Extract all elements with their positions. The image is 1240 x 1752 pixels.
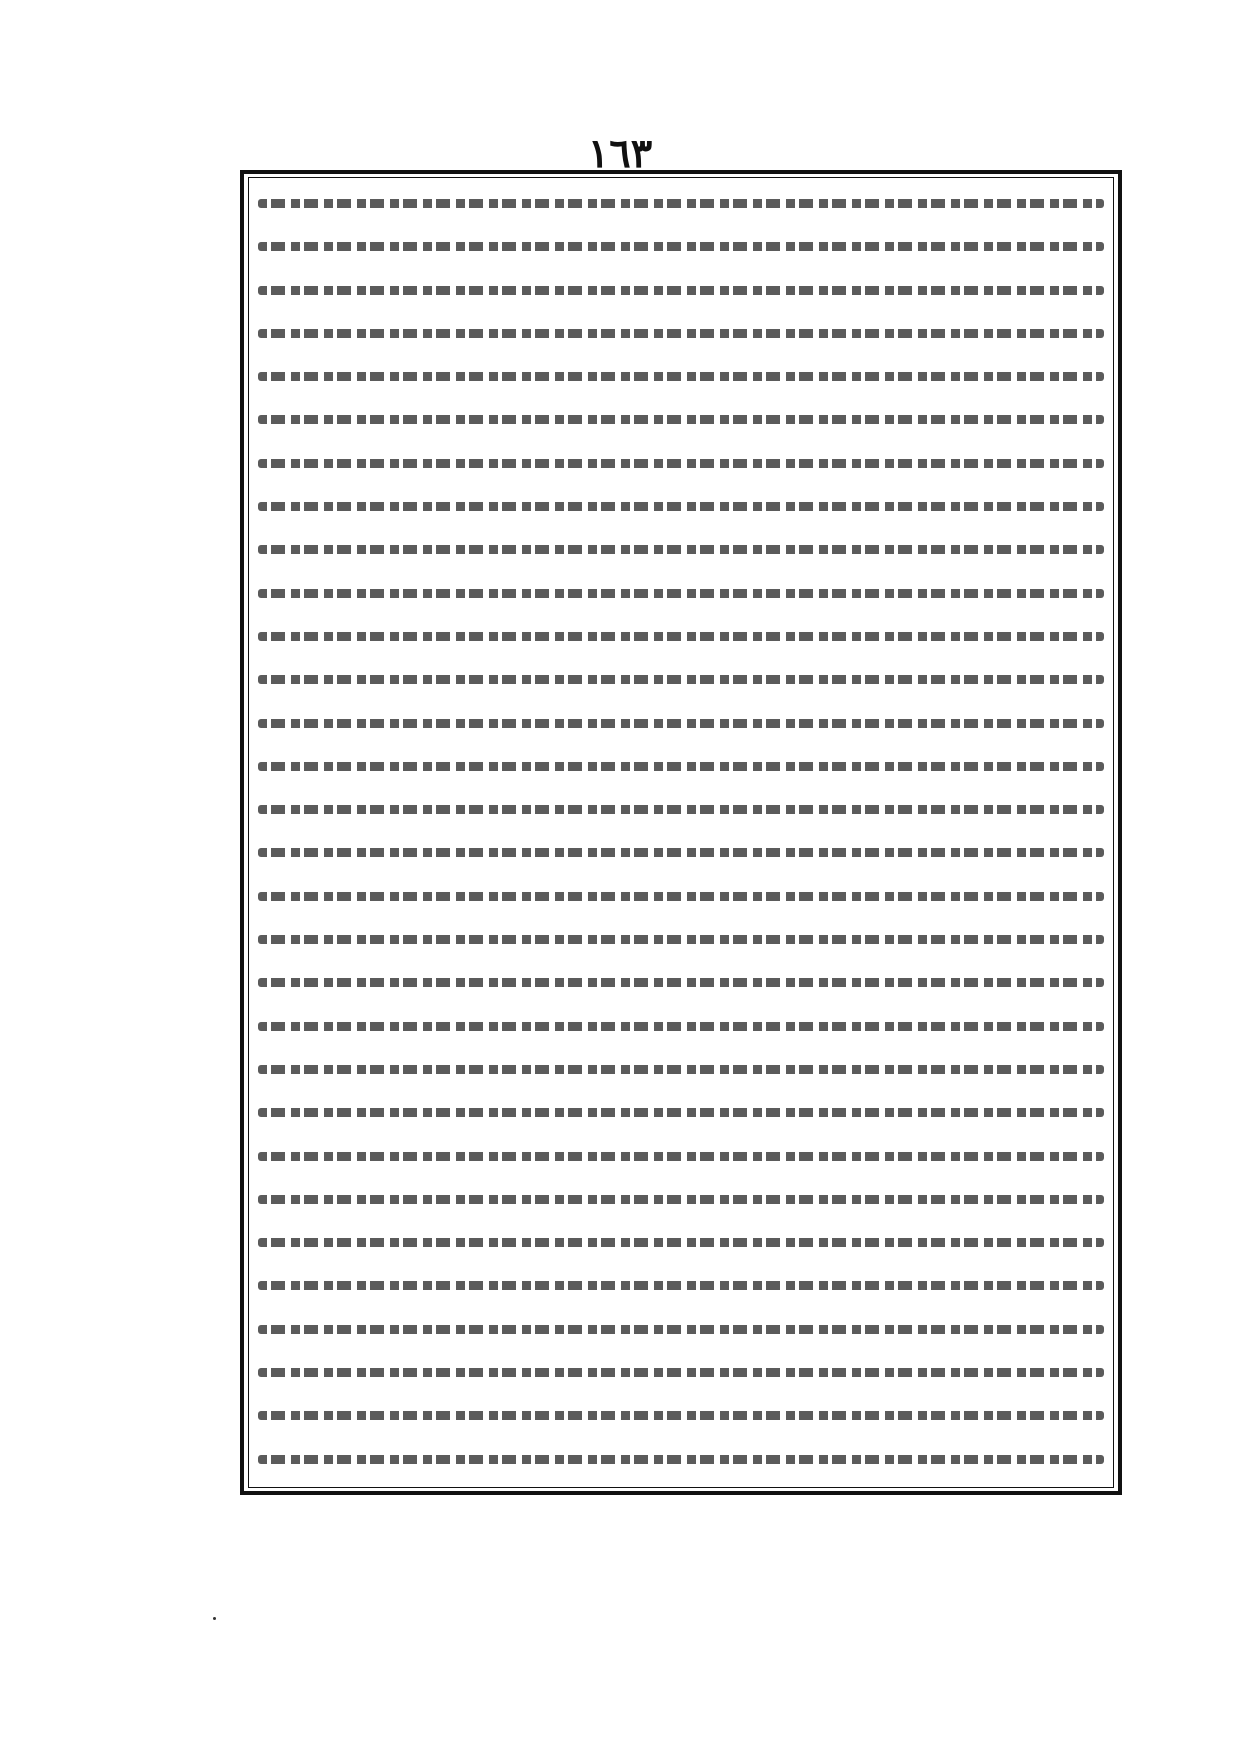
text-line	[258, 875, 1104, 918]
text-line-ink	[258, 1325, 1104, 1334]
text-line	[258, 182, 1104, 225]
text-line-ink	[258, 1195, 1104, 1204]
text-line-ink	[258, 415, 1104, 424]
text-line	[258, 312, 1104, 355]
text-line-ink	[258, 502, 1104, 511]
text-line	[258, 485, 1104, 528]
text-line-ink	[258, 675, 1104, 684]
text-line	[258, 269, 1104, 312]
text-line	[258, 225, 1104, 268]
text-line-ink	[258, 935, 1104, 944]
text-line-ink	[258, 805, 1104, 814]
text-line-ink	[258, 199, 1104, 208]
text-line	[258, 1005, 1104, 1048]
text-line-ink	[258, 286, 1104, 295]
body-text-block	[258, 182, 1104, 1482]
text-line-ink	[258, 242, 1104, 251]
text-line-ink	[258, 1152, 1104, 1161]
text-line	[258, 1221, 1104, 1264]
text-line	[258, 702, 1104, 745]
text-line-ink	[258, 545, 1104, 554]
text-line-ink	[258, 848, 1104, 857]
text-line-ink	[258, 1455, 1104, 1464]
text-line-ink	[258, 1065, 1104, 1074]
text-line	[258, 528, 1104, 571]
text-line-ink	[258, 1411, 1104, 1420]
text-line-ink	[258, 1238, 1104, 1247]
text-line	[258, 442, 1104, 485]
text-line	[258, 1351, 1104, 1394]
stray-mark	[213, 1617, 216, 1620]
text-line-ink	[258, 719, 1104, 728]
text-line	[258, 615, 1104, 658]
text-line-ink	[258, 1022, 1104, 1031]
text-line-ink	[258, 1368, 1104, 1377]
text-line	[258, 1308, 1104, 1351]
text-line-ink	[258, 892, 1104, 901]
text-line	[258, 1048, 1104, 1091]
text-line-ink	[258, 459, 1104, 468]
text-line	[258, 658, 1104, 701]
text-line-ink	[258, 1281, 1104, 1290]
text-line-ink	[258, 589, 1104, 598]
text-line-ink	[258, 978, 1104, 987]
text-line	[258, 1394, 1104, 1437]
text-line	[258, 1135, 1104, 1178]
text-line-ink	[258, 632, 1104, 641]
text-line	[258, 1264, 1104, 1307]
text-line	[258, 572, 1104, 615]
text-line	[258, 398, 1104, 441]
page-number: ١٦٣	[587, 130, 653, 177]
text-line	[258, 745, 1104, 788]
text-line	[258, 1438, 1104, 1481]
text-line-ink	[258, 1108, 1104, 1117]
text-line	[258, 355, 1104, 398]
text-line	[258, 1178, 1104, 1221]
text-line	[258, 918, 1104, 961]
text-line-ink	[258, 762, 1104, 771]
text-line-ink	[258, 372, 1104, 381]
text-line	[258, 961, 1104, 1004]
text-line	[258, 831, 1104, 874]
text-line	[258, 1091, 1104, 1134]
text-line-ink	[258, 329, 1104, 338]
text-line	[258, 788, 1104, 831]
